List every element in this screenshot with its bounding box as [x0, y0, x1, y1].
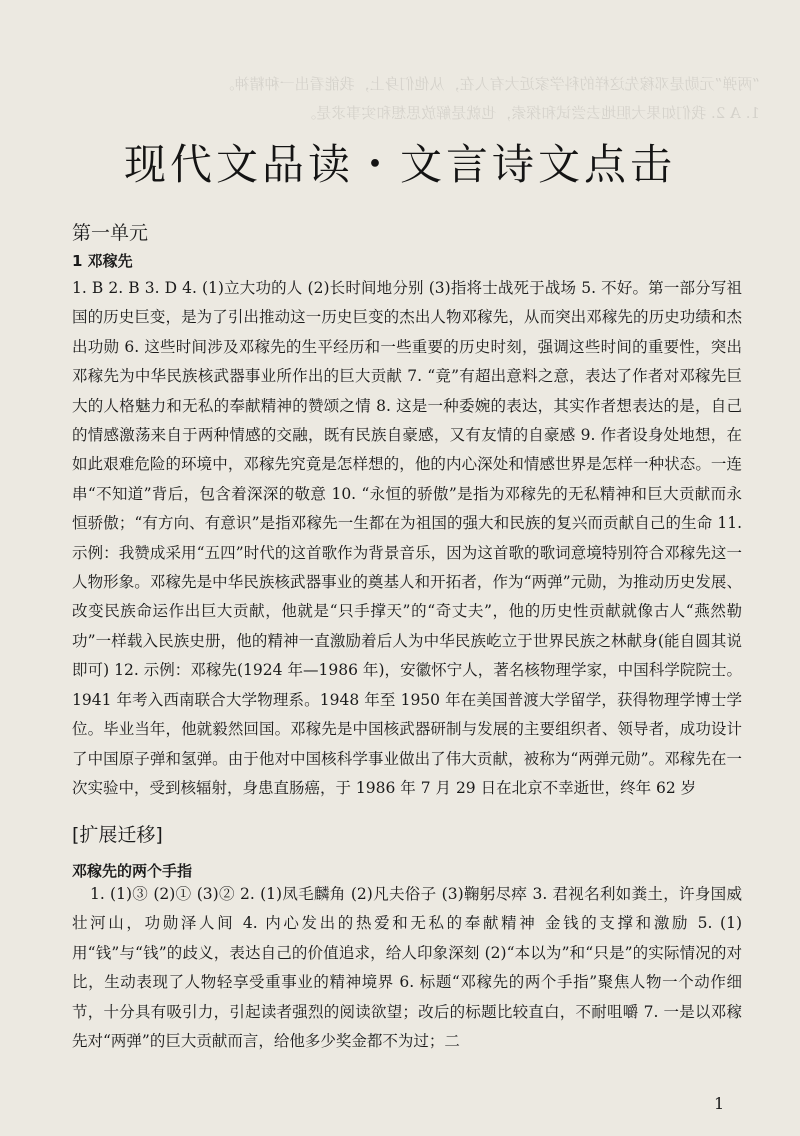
- unit-heading: 第一单元: [72, 222, 149, 244]
- page-number: 1: [714, 1094, 725, 1113]
- page-title: 现代文品读・文言诗文点击: [123, 140, 676, 189]
- answer-paragraph: 1. B 2. B 3. D 4. (1)立大功的人 (2)长时间地分别 (3)指将士战死于战场 5. 不好。第一部分写祖国的历史巨变，是为了引出推动这一历史巨变的杰出人物邓稼先，从而突出邓稼先的历史功绩和杰出功勋 6. 这些时间涉及邓稼先的生平经历和一些重要的历史时刻，强调这些时间的重要性，突出邓稼先为中华民族核武器事业所作出的巨大贡献 7. “竟”有超出意料之意，表达了作者对邓稼先巨大的人格魅力和无私的奉献精神的赞颂之情 8. 这是一种委婉的表达，其实作者想表达的是，自己的情感激荡来自于两种情感的交融，既有民族自豪感，又有友情的自豪感 9. 作者设身处地想，在如此艰难危险的环境中，邓稼先究竟是怎样想的，他的内心深处和情感世界是怎样一种状态。一连串“不知道”背后，包含着深深的敬意 10. “永恒的骄傲”是指为邓稼先的无私精神和巨大贡献而永恒骄傲；“有方向、有意识”是指邓稼先一生都在为祖国的强大和民族的复兴而贡献自己的生命 11. 示例：我赞成采用“五四”时代的这首歌作为背景音乐，因为这首歌的歌词意境特别符合邓稼先这一人物形象。邓稼先是中华民族核武器事业的奠基人和开拓者，作为“两弹”元勋，为推动历史发展、改变民族命运作出巨大贡献，他就是“只手撑天”的“奇丈夫”，他的历史性贡献就像古人“燕然勒功”一样载入民族史册，他的精神一直激励着后人为中华民族屹立于世界民族之林献身(能自圆其说即可) 12. 示例：邓稼先(1924 年—1986 年)，安徽怀宁人，著名核物理学家，中国科学院院士。1941 年考入西南联合大学物理系。1948 年至 1950 年在美国普渡大学留学，获得物理学博士学位。毕业当年，他就毅然回国。邓稼先是中国核武器研制与发展的主要组织者、领导者，成功设计了中国原子弹和氢弹。由于他对中国核科学事业做出了伟大贡献，被称为“两弹元勋”。邓稼先在一次实验中，受到核辐射，身患直肠癌，于 1986 年 7 月 29 日在北京不幸逝世，终年 62 岁: [72, 279, 742, 797]
- sub-heading: 邓稼先的两个手指: [72, 862, 193, 880]
- bleed-through-text: “两弹”元勋是邓稼先这样的科学家近大有人在，从他们身上，我能看出一种精神。 1. A 2. 我们如果大胆地去尝试和探索，也就是解放思想和实事求是。: [219, 75, 760, 122]
- lesson-heading: 1 邓稼先: [72, 252, 133, 270]
- extension-answer-paragraph: 1. (1)③ (2)① (3)② 2. (1)凤毛麟角 (2)凡夫俗子 (3)鞠躬尽瘁 3. 君视名利如粪土，许身国威壮河山，功勋泽人间 4. 内心发出的热爱和无私的奉献精神 金钱的支撑和激励 5. (1)用“钱”与“钱”的歧义，表达自己的价值追求，给人印象深刻 (2)“本以为”和“只是”的实际情况的对比，生动表现了人物轻享受重事业的精神境界 6. 标题“邓稼先的两个手指”聚焦人物一个动作细节，十分具有吸引力，引起读者强烈的阅读欲望；改后的标题比较直白，不耐咀嚼 7. 一是以邓稼先对“两弹”的巨大贡献而言，给他多少奖金都不为过；二: [72, 885, 742, 1051]
- section-heading: [扩展迁移]: [72, 824, 163, 846]
